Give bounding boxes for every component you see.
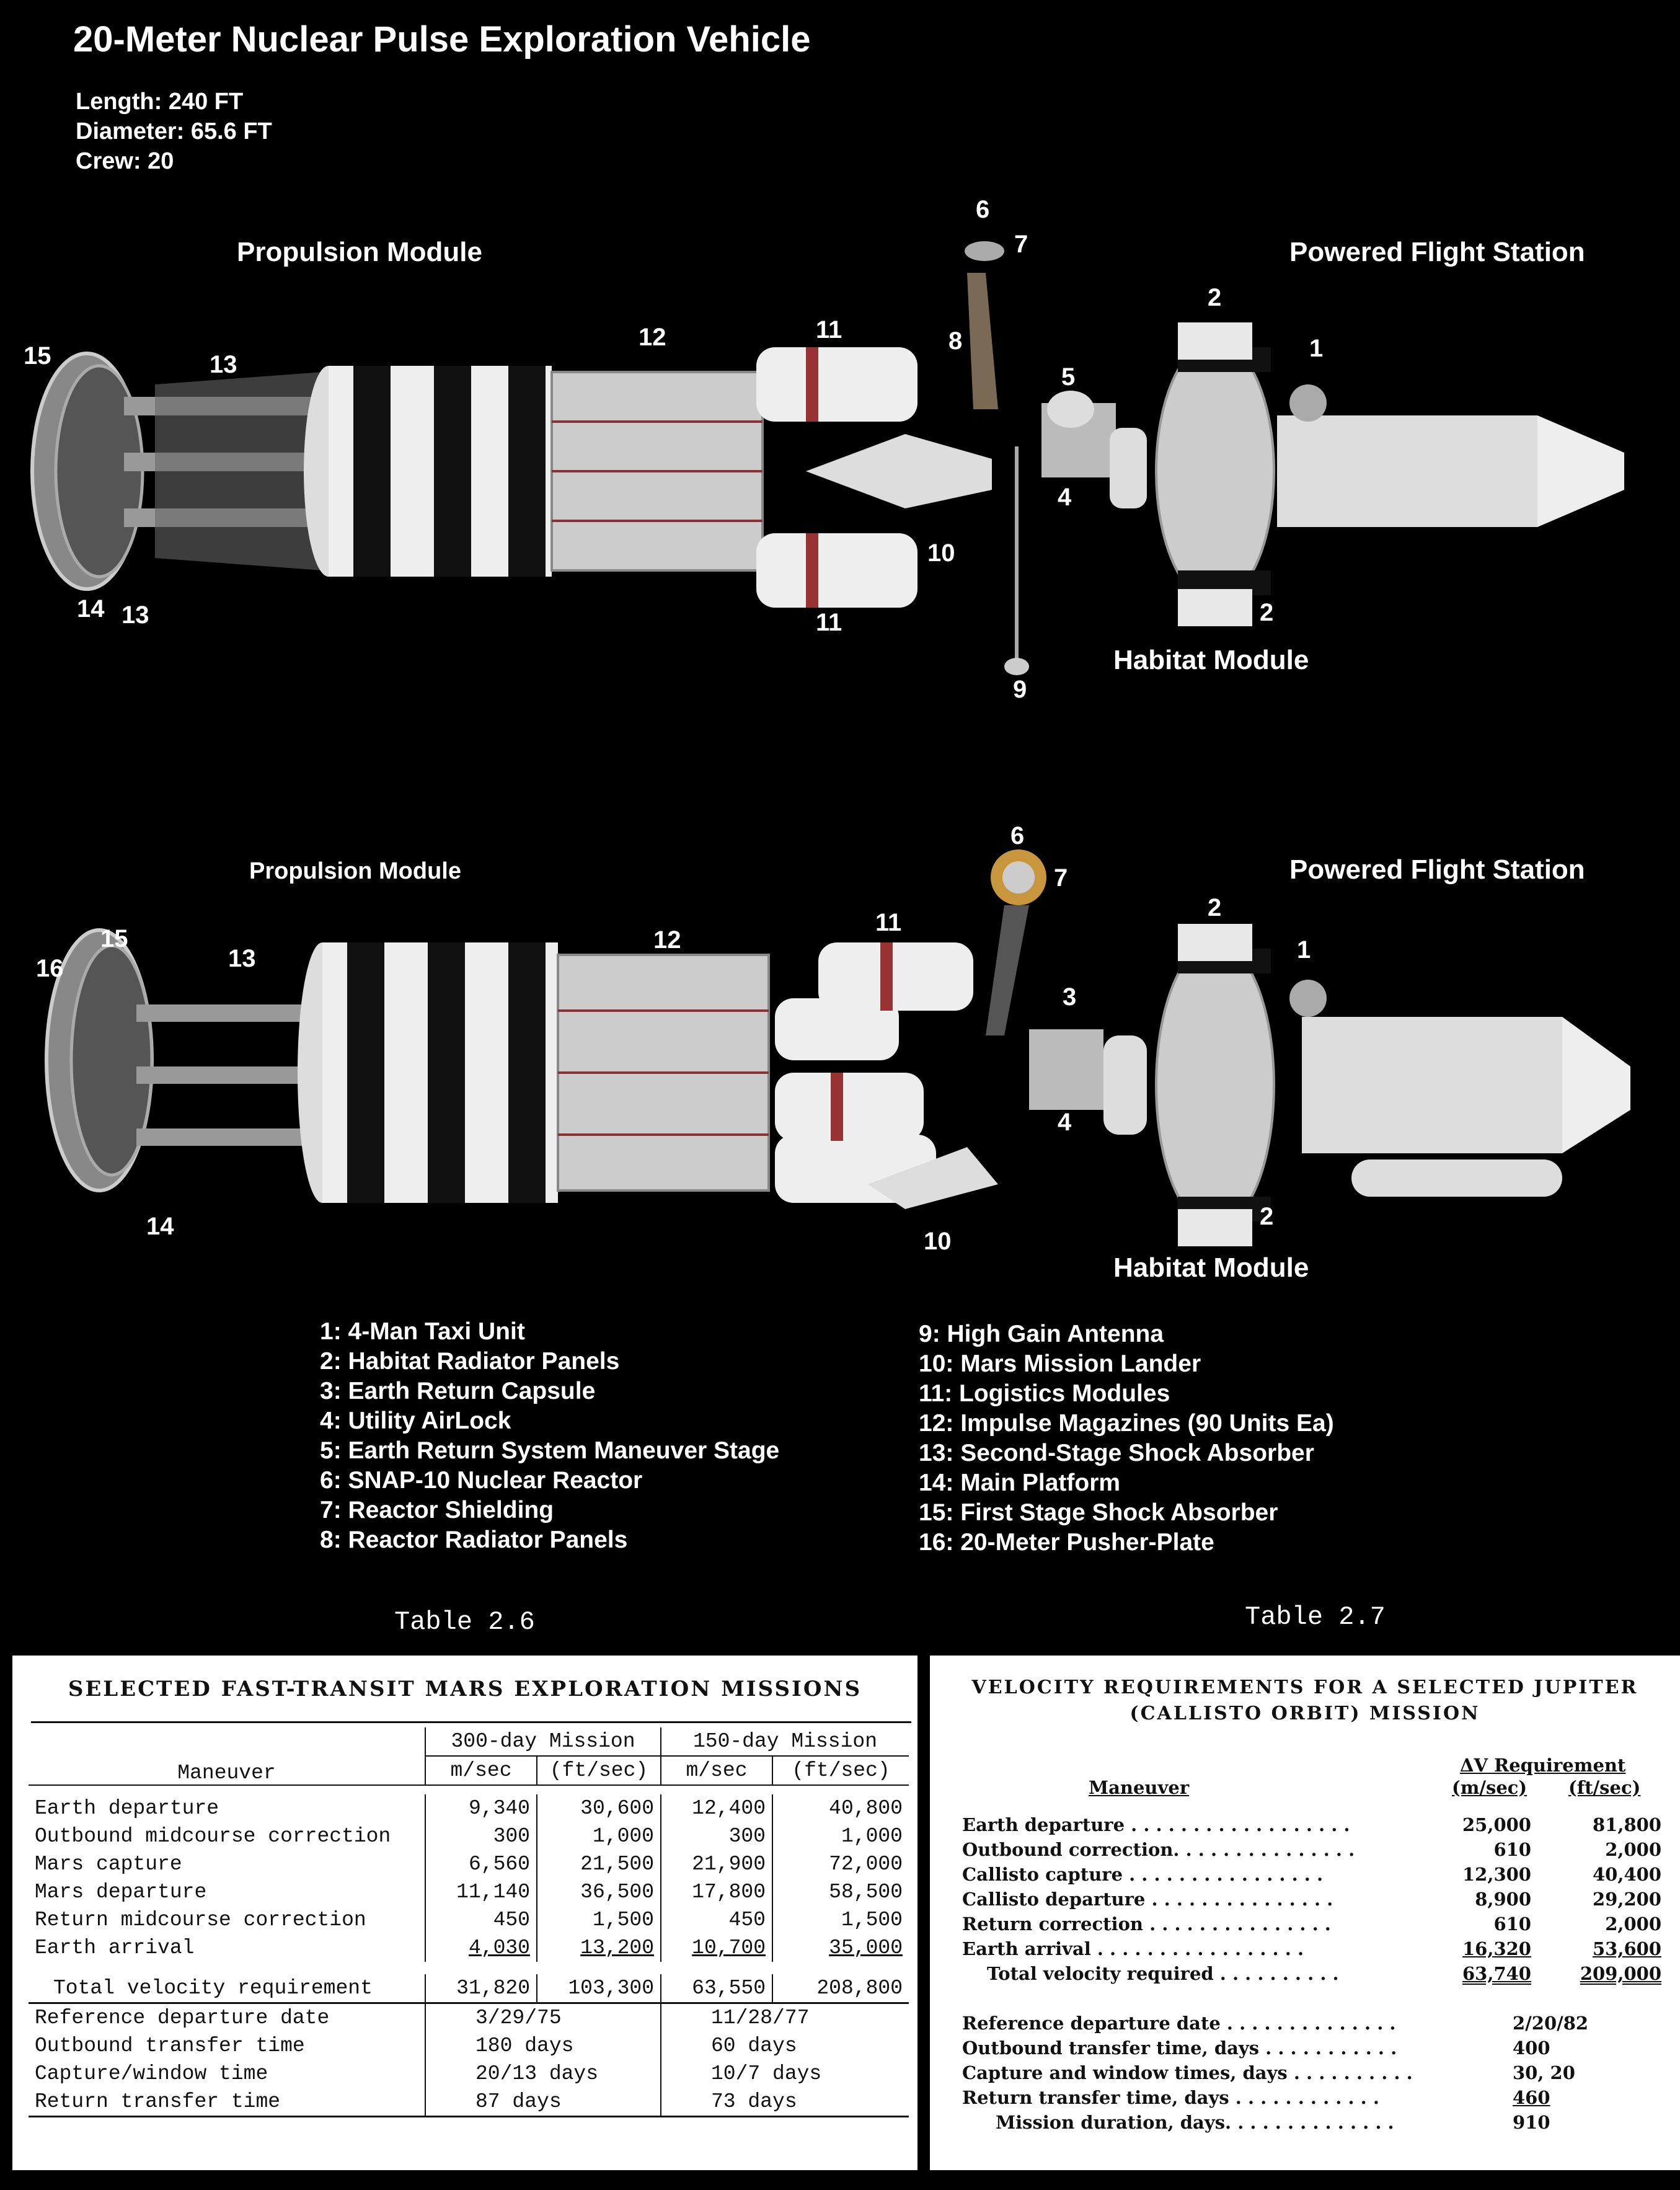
bottom-powered-flight-label: Powered Flight Station [1289,854,1585,885]
table27-panel [930,1656,1680,2170]
table-row-label: Earth departure . . . . . . . . . . . . . . . . . . [962,1814,1350,1835]
table26-caption: Table 2.6 [394,1607,535,1637]
bottom-callout-16: 16 [36,955,64,982]
table-cell: 40,400 [1593,1864,1661,1885]
table27-caption: Table 2.7 [1245,1602,1386,1632]
table-cell: 25,000 [1462,1814,1531,1835]
table-cell: 12,300 [1462,1864,1531,1885]
col-unit: (m/sec) [1452,1777,1527,1798]
table-row-label: Outbound correction. . . . . . . . . . . . . . . [962,1839,1355,1860]
legend-left [320,1317,779,1555]
bottom-callout-14: 14 [146,1213,174,1240]
table27-title-line2: (CALLISTO ORBIT) MISSION [1130,1703,1480,1724]
table26-panel [12,1656,917,2170]
bottom-propulsion-label: Propulsion Module [249,858,461,884]
spec-length: Length: 240 FT [76,89,244,115]
bottom-callout-12: 12 [653,926,681,954]
table-row: Outbound transfer time 180 days 60 days [29,2032,909,2060]
top-callout-5: 5 [1061,363,1076,391]
bottom-callout-4: 4 [1058,1109,1072,1136]
bottom-vehicle-illustration [0,837,1680,1333]
col-header-maneuver: Maneuver [1089,1777,1190,1798]
top-callout-16: 15 [24,342,51,370]
bottom-callout-3: 3 [1063,983,1077,1011]
top-vehicle-illustration [0,0,1680,713]
col-header-150day: 150-day Mission [661,1727,909,1756]
legend-item: 11: Logistics Modules [919,1380,1170,1407]
bottom-callout-6: 6 [1010,822,1025,849]
table-cell: 2,000 [1605,1839,1661,1860]
top-callout-15: 14 [77,595,105,623]
table-cell: 209,000 [1580,1963,1661,1984]
table26-title: SELECTED FAST-TRANSIT MARS EXPLORATION MISSIONS [68,1677,862,1701]
legend-item: 4: Utility AirLock [320,1408,511,1434]
legend-item: 13: Second-Stage Shock Absorber [919,1440,1314,1466]
legend-item: 9: High Gain Antenna [919,1321,1164,1347]
legend-item: 7: Reactor Shielding [320,1497,554,1523]
legend-item: 8: Reactor Radiator Panels [320,1527,628,1553]
table-row: Outbound midcourse correction 300 1,000 300 1,000 [29,1822,909,1850]
legend-right [919,1319,1334,1558]
top-callout-12: 12 [639,324,666,351]
top-callout-1: 1 [1309,335,1324,362]
col-header-maneuver: Maneuver [29,1727,425,1785]
table-row-label: Capture and window times, days . . . . . . . . . . [962,2062,1413,2083]
table-row-label: Outbound transfer time, days . . . . . . . . . . . [962,2037,1397,2059]
table-cell: 460 [1513,2087,1550,2108]
top-callout-4: 4 [1058,484,1072,511]
table-row: Reference departure date 3/29/75 11/28/77 [29,2003,909,2033]
top-callout-2b: 2 [1260,599,1274,626]
legend-item: 15: First Stage Shock Absorber [919,1499,1278,1526]
table-cell: 81,800 [1593,1814,1661,1835]
top-callout-2a: 2 [1208,284,1222,311]
table-row-label: Earth arrival . . . . . . . . . . . . . . . . . [962,1938,1304,1959]
legend-item: 1: 4-Man Taxi Unit [320,1318,525,1345]
table-row: Mars capture 6,560 21,500 21,900 72,000 [29,1850,909,1878]
spec-diameter: Diameter: 65.6 FT [76,118,272,144]
top-callout-11b: 11 [816,609,842,636]
table-cell: 610 [1493,1913,1531,1935]
bottom-callout-2b: 2 [1260,1203,1274,1230]
top-callout-14: 13 [122,601,149,629]
table-row: Earth arrival 4,030 13,200 10,700 35,000 [29,1934,909,1962]
table-cell: 2/20/82 [1513,2013,1589,2034]
top-propulsion-label: Propulsion Module [237,237,482,267]
table-cell: 16,320 [1462,1938,1531,1959]
bottom-habitat-label: Habitat Module [1113,1252,1309,1283]
table-row: Return transfer time 87 days 73 days [29,2088,909,2117]
table-cell: 2,000 [1605,1913,1661,1935]
table-row: Earth departure 9,340 30,600 12,400 40,800 [29,1794,909,1822]
bottom-callout-10: 10 [924,1228,952,1255]
col-unit: (ft/sec) [1568,1777,1641,1798]
col-unit: m/sec [425,1756,537,1785]
bottom-callout-2a: 2 [1208,894,1222,921]
col-header-300day: 300-day Mission [425,1727,661,1756]
bottom-callout-15: 15 [100,925,128,952]
legend-item: 6: SNAP-10 Nuclear Reactor [320,1467,643,1494]
bottom-callout-7: 7 [1054,864,1068,892]
table-cell: 8,900 [1475,1889,1531,1910]
table27-title-line1: VELOCITY REQUIREMENTS FOR A SELECTED JUPITER [971,1677,1638,1698]
top-habitat-label: Habitat Module [1113,645,1309,675]
legend-item: 2: Habitat Radiator Panels [320,1348,620,1375]
legend-item: 12: Impulse Magazines (90 Units Ea) [919,1410,1334,1437]
table-cell: 610 [1493,1839,1531,1860]
bottom-callout-13: 13 [228,945,256,972]
table-cell: 400 [1513,2037,1550,2059]
top-callout-10: 10 [927,539,955,567]
table-row-label: Callisto capture . . . . . . . . . . . . . . . . [962,1864,1324,1885]
top-callout-6: 6 [976,196,990,223]
table-cell: 29,200 [1593,1889,1661,1910]
top-callout-8: 8 [948,327,963,355]
dv-header: ΔV Requirement [1460,1755,1626,1776]
top-callout-7: 7 [1014,231,1028,258]
table-row-label: Callisto departure . . . . . . . . . . . . . . . [962,1889,1333,1910]
top-callout-13: 13 [210,351,237,378]
col-unit: (ft/sec) [792,1759,890,1782]
table-total-row: Total velocity requirement 31,820 103,300 63,550 208,800 [29,1974,909,2003]
spec-crew: Crew: 20 [76,148,174,174]
table-cell: 53,600 [1593,1938,1661,1959]
col-unit: m/sec [661,1756,772,1785]
table26 [29,1727,909,2117]
legend-item: 14: Main Platform [919,1470,1121,1496]
top-powered-flight-label: Powered Flight Station [1289,237,1585,267]
legend-item: 10: Mars Mission Lander [919,1350,1201,1377]
top-callout-11a: 11 [816,316,842,344]
table-row-label: Reference departure date . . . . . . . . . . . . . . [962,2013,1396,2034]
table-cell: 30, 20 [1513,2062,1575,2083]
table-cell: 63,740 [1462,1963,1531,1984]
table-row-label: Mission duration, days. . . . . . . . . . . . . . [996,2112,1394,2133]
legend-item: 16: 20-Meter Pusher-Plate [919,1529,1214,1556]
table-total-label: Total velocity required . . . . . . . . . . [987,1963,1339,1984]
table-row: Return midcourse correction 450 1,500 450 1,500 [29,1906,909,1934]
page-title: 20-Meter Nuclear Pulse Exploration Vehicle [73,19,811,60]
table-row-label: Return correction . . . . . . . . . . . . . . . [962,1913,1331,1935]
bottom-callout-1: 1 [1297,936,1311,964]
divider [31,1721,911,1723]
bottom-callout-11: 11 [875,909,902,936]
table-row: Capture/window time 20/13 days 10/7 days [29,2060,909,2088]
top-callout-9: 9 [1013,676,1027,703]
table-row: Mars departure 11,140 36,500 17,800 58,500 [29,1878,909,1906]
col-unit: (ft/sec) [537,1756,661,1785]
table-cell: 910 [1513,2112,1550,2133]
table-row-label: Return transfer time, days . . . . . . . . . . . . [962,2087,1379,2108]
legend-item: 3: Earth Return Capsule [320,1378,596,1404]
legend-item: 5: Earth Return System Maneuver Stage [320,1437,780,1464]
